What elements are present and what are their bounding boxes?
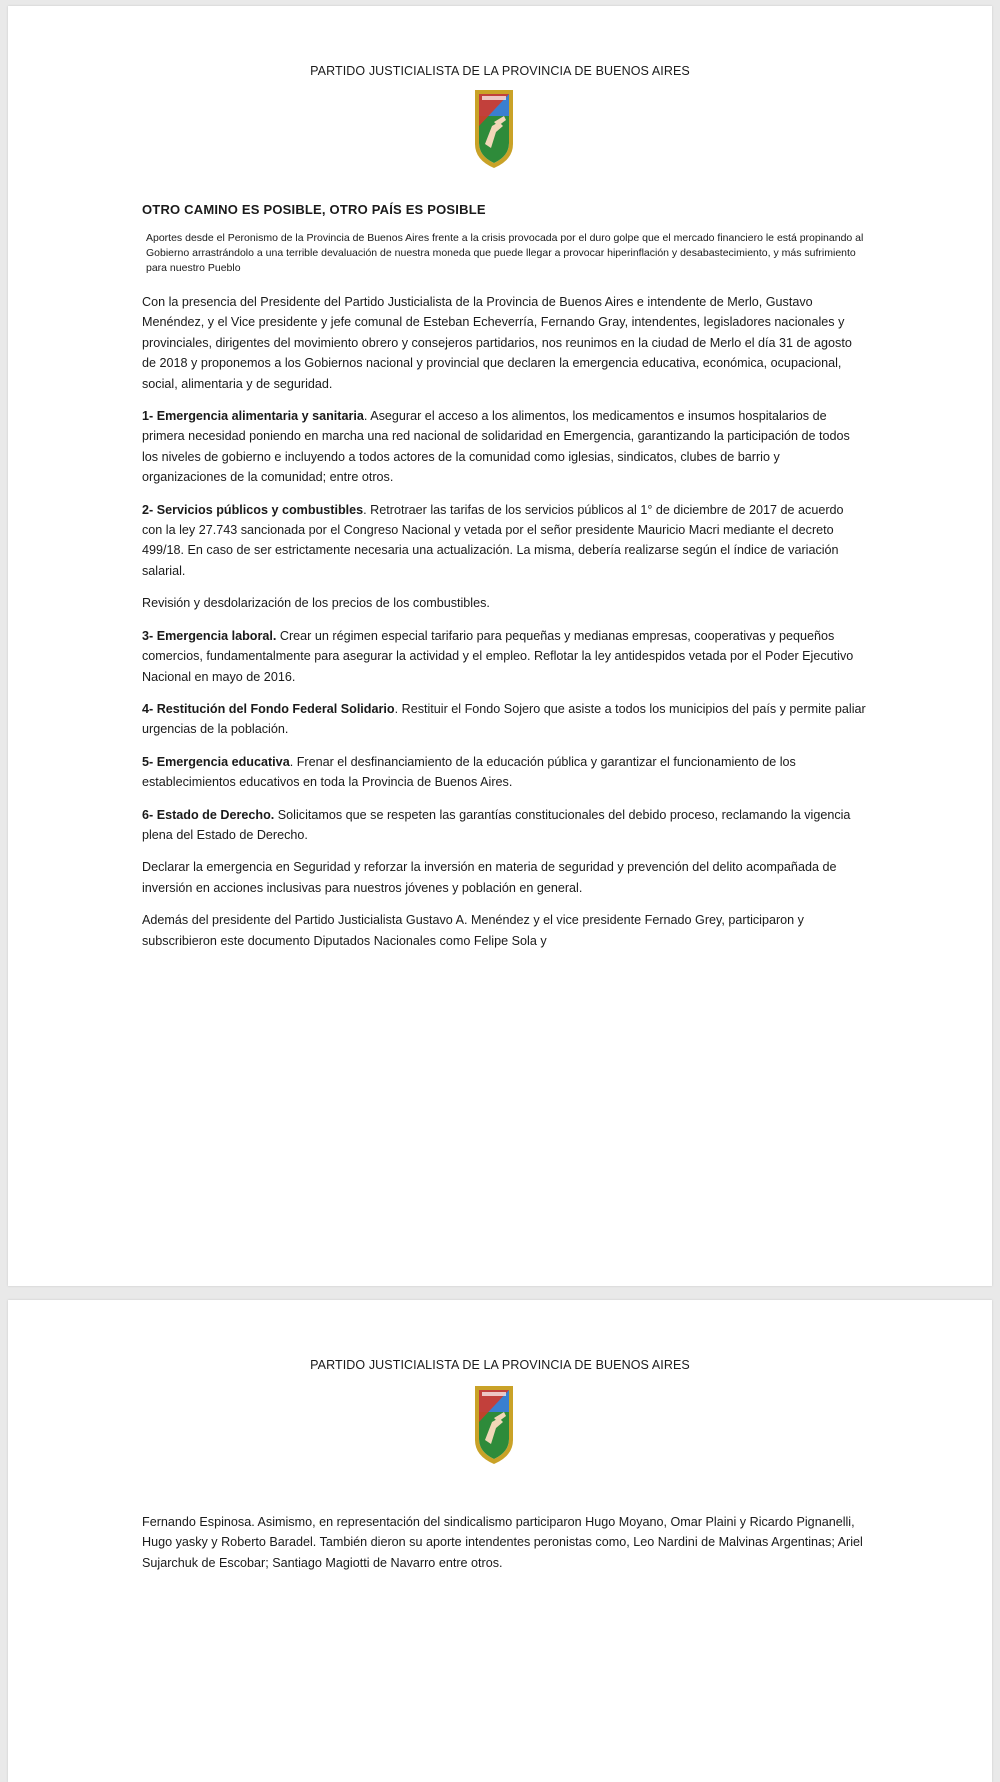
section-text: Crear un régimen especial tarifario para pequeñas y medianas empresas, cooperativas y pequeños comercios, fundamentalmente para asegurar la actividad y el empleo. Reflotar la ley antidespidos vetada por el Poder Ejecutivo Nacional en mayo de 2016. [142,628,854,684]
intro-summary: Aportes desde el Peronismo de la Provincia de Buenos Aires frente a la crisis provocada por el duro golpe que el mercado financiero le está propinando al Gobierno arrastrándolo a una terrible devaluación de nuestra moneda que puede llegar a provocar hiperinflación y desabastecimiento, y más sufrimiento para nuestro Pueblo [146,232,864,274]
document-body [142,202,866,963]
paragraph-rule-of-law [142,805,866,846]
section-heading: 2- Servicios públicos y combustibles [142,502,364,517]
section-heading: 1- Emergencia alimentaria y sanitaria [142,409,364,424]
paragraph-labor-emergency [142,626,866,687]
paragraph-closing: Además del presidente del Partido Justicialista Gustavo A. Menéndez y el vice presidente Fernado Grey, participaron y subscribieron este documento Diputados Nacionales como Felipe Sola y [142,913,804,948]
document-title: OTRO CAMINO ES POSIBLE, OTRO PAÍS ES POSIBLE [142,202,486,217]
page-header: PARTIDO JUSTICIALISTA DE LA PROVINCIA DE BUENOS AIRES [310,1358,690,1372]
pj-shield-logo-icon [472,1382,516,1466]
paragraph-education [142,752,866,793]
section-heading: 4- Restitución del Fondo Federal Solidario [142,701,395,716]
document-page-2 [8,1300,992,1782]
paragraph-public-services [142,500,866,582]
pj-shield-logo-icon [472,86,516,170]
section-text: . Restituir el Fondo Sojero que asiste a todos los municipios del país y permite paliar urgencias de la población. [142,701,866,737]
page-header: PARTIDO JUSTICIALISTA DE LA PROVINCIA DE BUENOS AIRES [310,64,690,78]
section-text: . Asegurar el acceso a los alimentos, los medicamentos e insumos hospitalarios de primera necesidad poniendo en marcha una red nacional de solidaridad en Emergencia, garantizando la participación de todos los niveles de gobierno e incluyendo a todos actores de la comunidad como iglesias, sindicatos, clubes de barrio y organizaciones de la comunidad; entre otros. [142,409,850,485]
document-page-1 [8,6,992,1286]
section-heading: 3- Emergencia laboral. [142,628,277,643]
section-text: Solicitamos que se respeten las garantías constitucionales del debido proceso, reclamando la vigencia plena del Estado de Derecho. [142,807,851,842]
document-body [142,1512,866,1585]
section-text: . Frenar el desfinanciamiento de la educación pública y garantizar el funcionamiento de los establecimientos educativos en toda la Provincia de Buenos Aires. [142,754,796,790]
section-heading: 5- Emergencia educativa [142,754,290,769]
paragraph-presence: Con la presencia del Presidente del Partido Justicialista de la Provincia de Buenos Aires e intendente de Merlo, Gustavo Menéndez, y el Vice presidente y jefe comunal de Esteban Echeverría, Fernando Gray, intendentes, legisladores nacionales y provinciales, dirigentes del movimiento obrero y consejeros partidarios, nos reunimos en la ciudad de Merlo el día 31 de agosto de 2018 y proponemos a los Gobiernos nacional y provincial que declaren la emergencia educativa, económica, ocupacional, social, alimentaria y de seguridad. [142,295,852,391]
section-text: . Retrotraer las tarifas de los servicios públicos al 1° de diciembre de 2017 de acuerdo con la ley 27.743 sancionada por el Congreso Nacional y vetada por el señor presidente Mauricio Macri mediante el decreto 499/18. En caso de ser estrictamente necesaria una actualización. La misma, debería realizarse según el índice de variación salarial. [142,502,844,578]
paragraph-federal-fund [142,699,866,740]
paragraph-fuel: Revisión y desdolarización de los precios de los combustibles. [142,596,490,611]
paragraph-emergency-food [142,406,866,488]
section-heading: 6- Estado de Derecho. [142,807,275,822]
paragraph-security: Declarar la emergencia en Seguridad y reforzar la inversión en materia de seguridad y prevención del delito acompañada de inversión en acciones inclusivas para nuestros jóvenes y población en general. [142,860,837,895]
paragraph-continuation: Fernando Espinosa. Asimismo, en representación del sindicalismo participaron Hugo Moyano, Omar Plaini y Ricardo Pignanelli, Hugo yasky y Roberto Baradel. También dieron su aporte intendentes peronistas como, Leo Nardini de Malvinas Argentinas; Ariel Sujarchuk de Escobar; Santiago Magiotti de Navarro entre otros. [142,1515,863,1570]
